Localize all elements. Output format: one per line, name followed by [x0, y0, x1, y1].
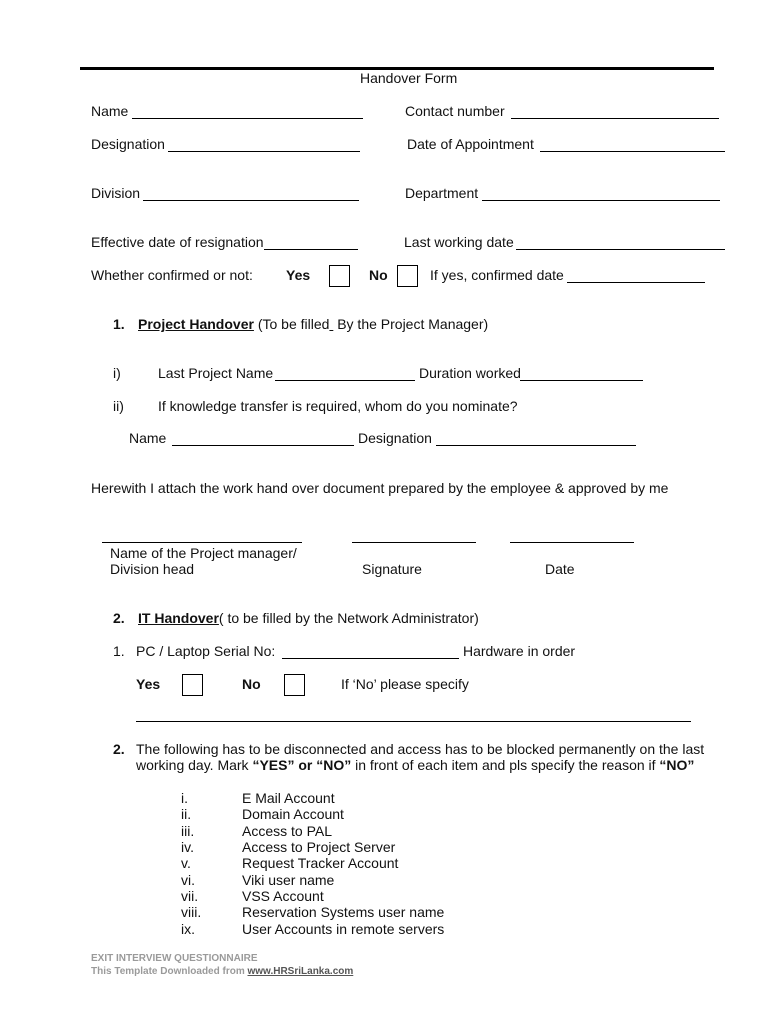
it-q2-line-1: The following has to be disconnected and access has to be blocked permanently on the last: [136, 741, 705, 757]
designation-field[interactable]: [168, 151, 360, 152]
last-project-field[interactable]: [275, 380, 415, 381]
knowledge-transfer-label: If knowledge transfer is required, whom do you nominate?: [158, 398, 518, 414]
name-field[interactable]: [132, 118, 363, 119]
project-item-2-number: ii): [113, 398, 124, 414]
section-1-note-2: By the Project Manager): [337, 316, 489, 332]
section-1-heading-row: [138, 316, 488, 332]
form-title: Handover Form: [360, 70, 458, 86]
access-item-label: Request Tracker Account: [242, 855, 399, 871]
footer-title: EXIT INTERVIEW QUESTIONNAIRE: [91, 953, 258, 964]
nominee-name-field[interactable]: [172, 445, 354, 446]
department-label: Department: [405, 185, 479, 201]
hardware-no-label: No: [242, 676, 261, 692]
nominee-name-label: Name: [129, 430, 167, 446]
access-item-label: Viki user name: [242, 872, 335, 888]
section-2-heading-row: [138, 610, 479, 626]
serial-field[interactable]: [282, 658, 459, 659]
access-item-number: ix.: [181, 921, 195, 937]
footer-source: [91, 966, 353, 977]
date-caption: Date: [545, 561, 575, 577]
access-item-number: vi.: [181, 872, 195, 888]
access-item-label: User Accounts in remote servers: [242, 921, 445, 937]
last-day-field[interactable]: [516, 249, 725, 250]
specify-field[interactable]: [136, 721, 691, 722]
nominee-designation-field[interactable]: [436, 445, 636, 446]
contact-label: Contact number: [405, 103, 505, 119]
project-item-1-number: i): [113, 365, 121, 381]
it-q2-text-b: “YES” or “NO”: [252, 757, 352, 773]
manager-name-caption-2: Division head: [110, 561, 195, 577]
access-item-label: Reservation Systems user name: [242, 904, 445, 920]
resignation-label: Effective date of resignation: [91, 234, 264, 250]
hardware-yes-checkbox[interactable]: [182, 674, 203, 696]
confirmed-label: Whether confirmed or not:: [91, 267, 253, 283]
section-1-heading: Project Handover: [138, 316, 254, 332]
it-q2-line-2: [136, 757, 694, 773]
it-q2-text-a: working day. Mark: [136, 757, 253, 773]
it-q2-text-c: in front of each item and pls specify the reason if: [351, 757, 660, 773]
it-q2-text-d: “NO”: [659, 757, 695, 773]
serial-label: PC / Laptop Serial No:: [136, 643, 276, 659]
section-2-number: 2.: [113, 610, 125, 626]
appointment-field[interactable]: [540, 151, 725, 152]
access-item-label: Access to Project Server: [242, 839, 396, 855]
division-label: Division: [91, 185, 141, 201]
access-item-number: ii.: [181, 806, 192, 822]
specify-label: If ‘No’ please specify: [341, 676, 469, 692]
access-item-number: i.: [181, 790, 188, 806]
access-item-number: viii.: [181, 904, 202, 920]
footer-link[interactable]: www.HRSriLanka.com: [247, 966, 354, 977]
access-item-number: iv.: [181, 839, 194, 855]
access-item-label: Access to PAL: [242, 823, 333, 839]
hardware-no-checkbox[interactable]: [284, 674, 305, 696]
hardware-yes-label: Yes: [136, 676, 161, 692]
confirmed-yes-checkbox[interactable]: [329, 265, 350, 287]
confirmed-no-checkbox[interactable]: [397, 265, 418, 287]
access-item-label: E Mail Account: [242, 790, 335, 806]
name-label: Name: [91, 103, 129, 119]
last-project-label: Last Project Name: [158, 365, 274, 381]
it-q2-number: 2.: [113, 741, 125, 757]
section-2-note: ( to be filled by the Network Administrator): [218, 610, 479, 626]
date-line[interactable]: [510, 542, 634, 543]
signature-line[interactable]: [352, 542, 476, 543]
division-field[interactable]: [143, 200, 359, 201]
last-day-label: Last working date: [404, 234, 514, 250]
section-1-note: (To be filled: [257, 316, 330, 332]
duration-label: Duration worked: [419, 365, 521, 381]
contact-field[interactable]: [511, 118, 719, 119]
footer-source-text: This Template Downloaded from: [91, 966, 248, 977]
manager-name-line[interactable]: [102, 542, 302, 543]
access-item-number: v.: [181, 855, 191, 871]
resignation-field[interactable]: [264, 249, 358, 250]
appointment-label: Date of Appointment: [407, 136, 534, 152]
nominee-designation-label: Designation: [358, 430, 432, 446]
section-1-number: 1.: [113, 316, 125, 332]
hardware-label: Hardware in order: [463, 643, 576, 659]
confirmed-date-field[interactable]: [567, 282, 705, 283]
confirmed-date-label: If yes, confirmed date: [430, 267, 564, 283]
signature-caption: Signature: [362, 561, 422, 577]
access-item-label: Domain Account: [242, 806, 344, 822]
confirmed-no-label: No: [369, 267, 388, 283]
access-item-label: VSS Account: [242, 888, 324, 904]
it-q1-number: 1.: [113, 643, 125, 659]
manager-name-caption-1: Name of the Project manager/: [110, 545, 297, 561]
section-2-heading: IT Handover: [138, 610, 219, 626]
department-field[interactable]: [482, 200, 720, 201]
duration-field[interactable]: [520, 380, 643, 381]
access-item-number: vii.: [181, 888, 199, 904]
designation-label: Designation: [91, 136, 165, 152]
confirmed-yes-label: Yes: [286, 267, 311, 283]
access-item-number: iii.: [181, 823, 195, 839]
attach-statement: Herewith I attach the work hand over document prepared by the employee & approved by me: [91, 480, 669, 496]
